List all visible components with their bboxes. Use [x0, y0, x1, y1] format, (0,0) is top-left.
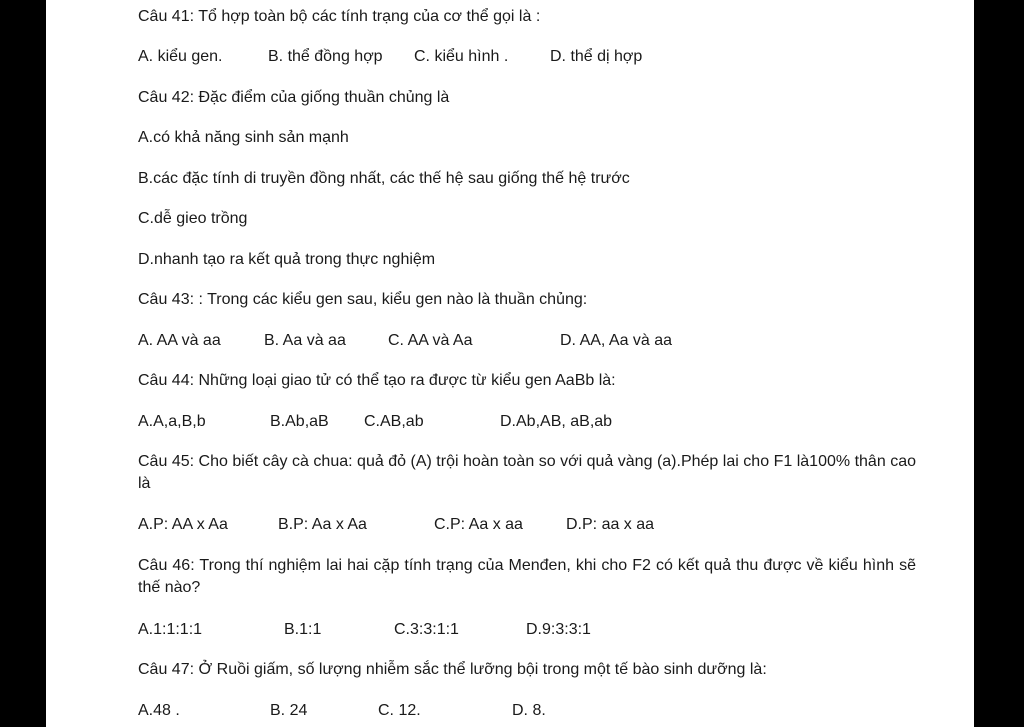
question-45-option-b: B.P: Aa x Aa [278, 516, 367, 533]
question-44-stem: Câu 44: Những loại giao tử có thể tạo ra được từ kiểu gen AaBb là: [138, 372, 616, 389]
question-42-option-c: C.dễ gieo trồng [138, 210, 248, 227]
question-47-option-b: B. 24 [270, 702, 308, 719]
question-44-option-d: D.Ab,AB, aB,ab [500, 413, 613, 430]
question-46-option-a: A.1:1:1:1 [138, 621, 203, 638]
question-47-stem: Câu 47: Ở Ruồi giấm, số lượng nhiễm sắc thể lưỡng bội trong một tế bào sinh dưỡng là: [138, 661, 767, 678]
question-47-option-c: C. 12. [378, 702, 421, 719]
question-45-option-c: C.P: Aa x aa [434, 516, 523, 533]
question-44-option-b: B.Ab,aB [270, 413, 329, 430]
question-41-option-a: A. kiểu gen. [138, 48, 223, 65]
question-45-stem: Câu 45: Cho biết cây cà chua: quả đỏ (A) trội hoàn toàn so với quả vàng (a).Phép lai cho F1 là100% thân cao là [138, 453, 916, 492]
question-43-stem: Câu 43: : Trong các kiểu gen sau, kiểu gen nào là thuần chủng: [138, 291, 588, 308]
document-page [46, 0, 974, 727]
question-42-option-a: A.có khả năng sinh sản mạnh [138, 129, 349, 146]
question-42-stem: Câu 42: Đặc điểm của giống thuần chủng là [138, 89, 450, 106]
question-43-option-a: A. AA và aa [138, 332, 221, 349]
question-43-option-d: D. AA, Aa và aa [560, 332, 673, 349]
question-47-option-d: D. 8. [512, 702, 546, 719]
question-46-option-d: D.9:3:3:1 [526, 621, 591, 638]
question-43-option-b: B. Aa và aa [264, 332, 346, 349]
question-41-option-c: C. kiểu hình . [414, 48, 509, 65]
question-42-option-b: B.các đặc tính di truyền đồng nhất, các thế hệ sau giống thế hệ trước [138, 170, 630, 187]
question-41-option-d: D. thể dị hợp [550, 48, 643, 65]
question-44-option-c: C.AB,ab [364, 413, 424, 430]
question-45-option-d: D.P: aa x aa [566, 516, 655, 533]
question-46-stem: Câu 46: Trong thí nghiệm lai hai cặp tính trạng của Menđen, khi cho F2 có kết quả thu được về kiểu hình sẽ thế nào? [138, 557, 916, 596]
question-47-option-a: A.48 . [138, 702, 180, 719]
question-44-option-a: A.A,a,B,b [138, 413, 206, 430]
question-46-option-c: C.3:3:1:1 [394, 621, 459, 638]
question-43-option-c: C. AA và Aa [388, 332, 473, 349]
question-41-option-b: B. thể đồng hợp [268, 48, 383, 65]
question-41-stem: Câu 41: Tổ hợp toàn bộ các tính trạng của cơ thể gọi là : [138, 8, 541, 25]
question-42-option-d: D.nhanh tạo ra kết quả trong thực nghiệm [138, 251, 436, 268]
question-45-option-a: A.P: AA x Aa [138, 516, 228, 533]
question-46-option-b: B.1:1 [284, 621, 322, 638]
